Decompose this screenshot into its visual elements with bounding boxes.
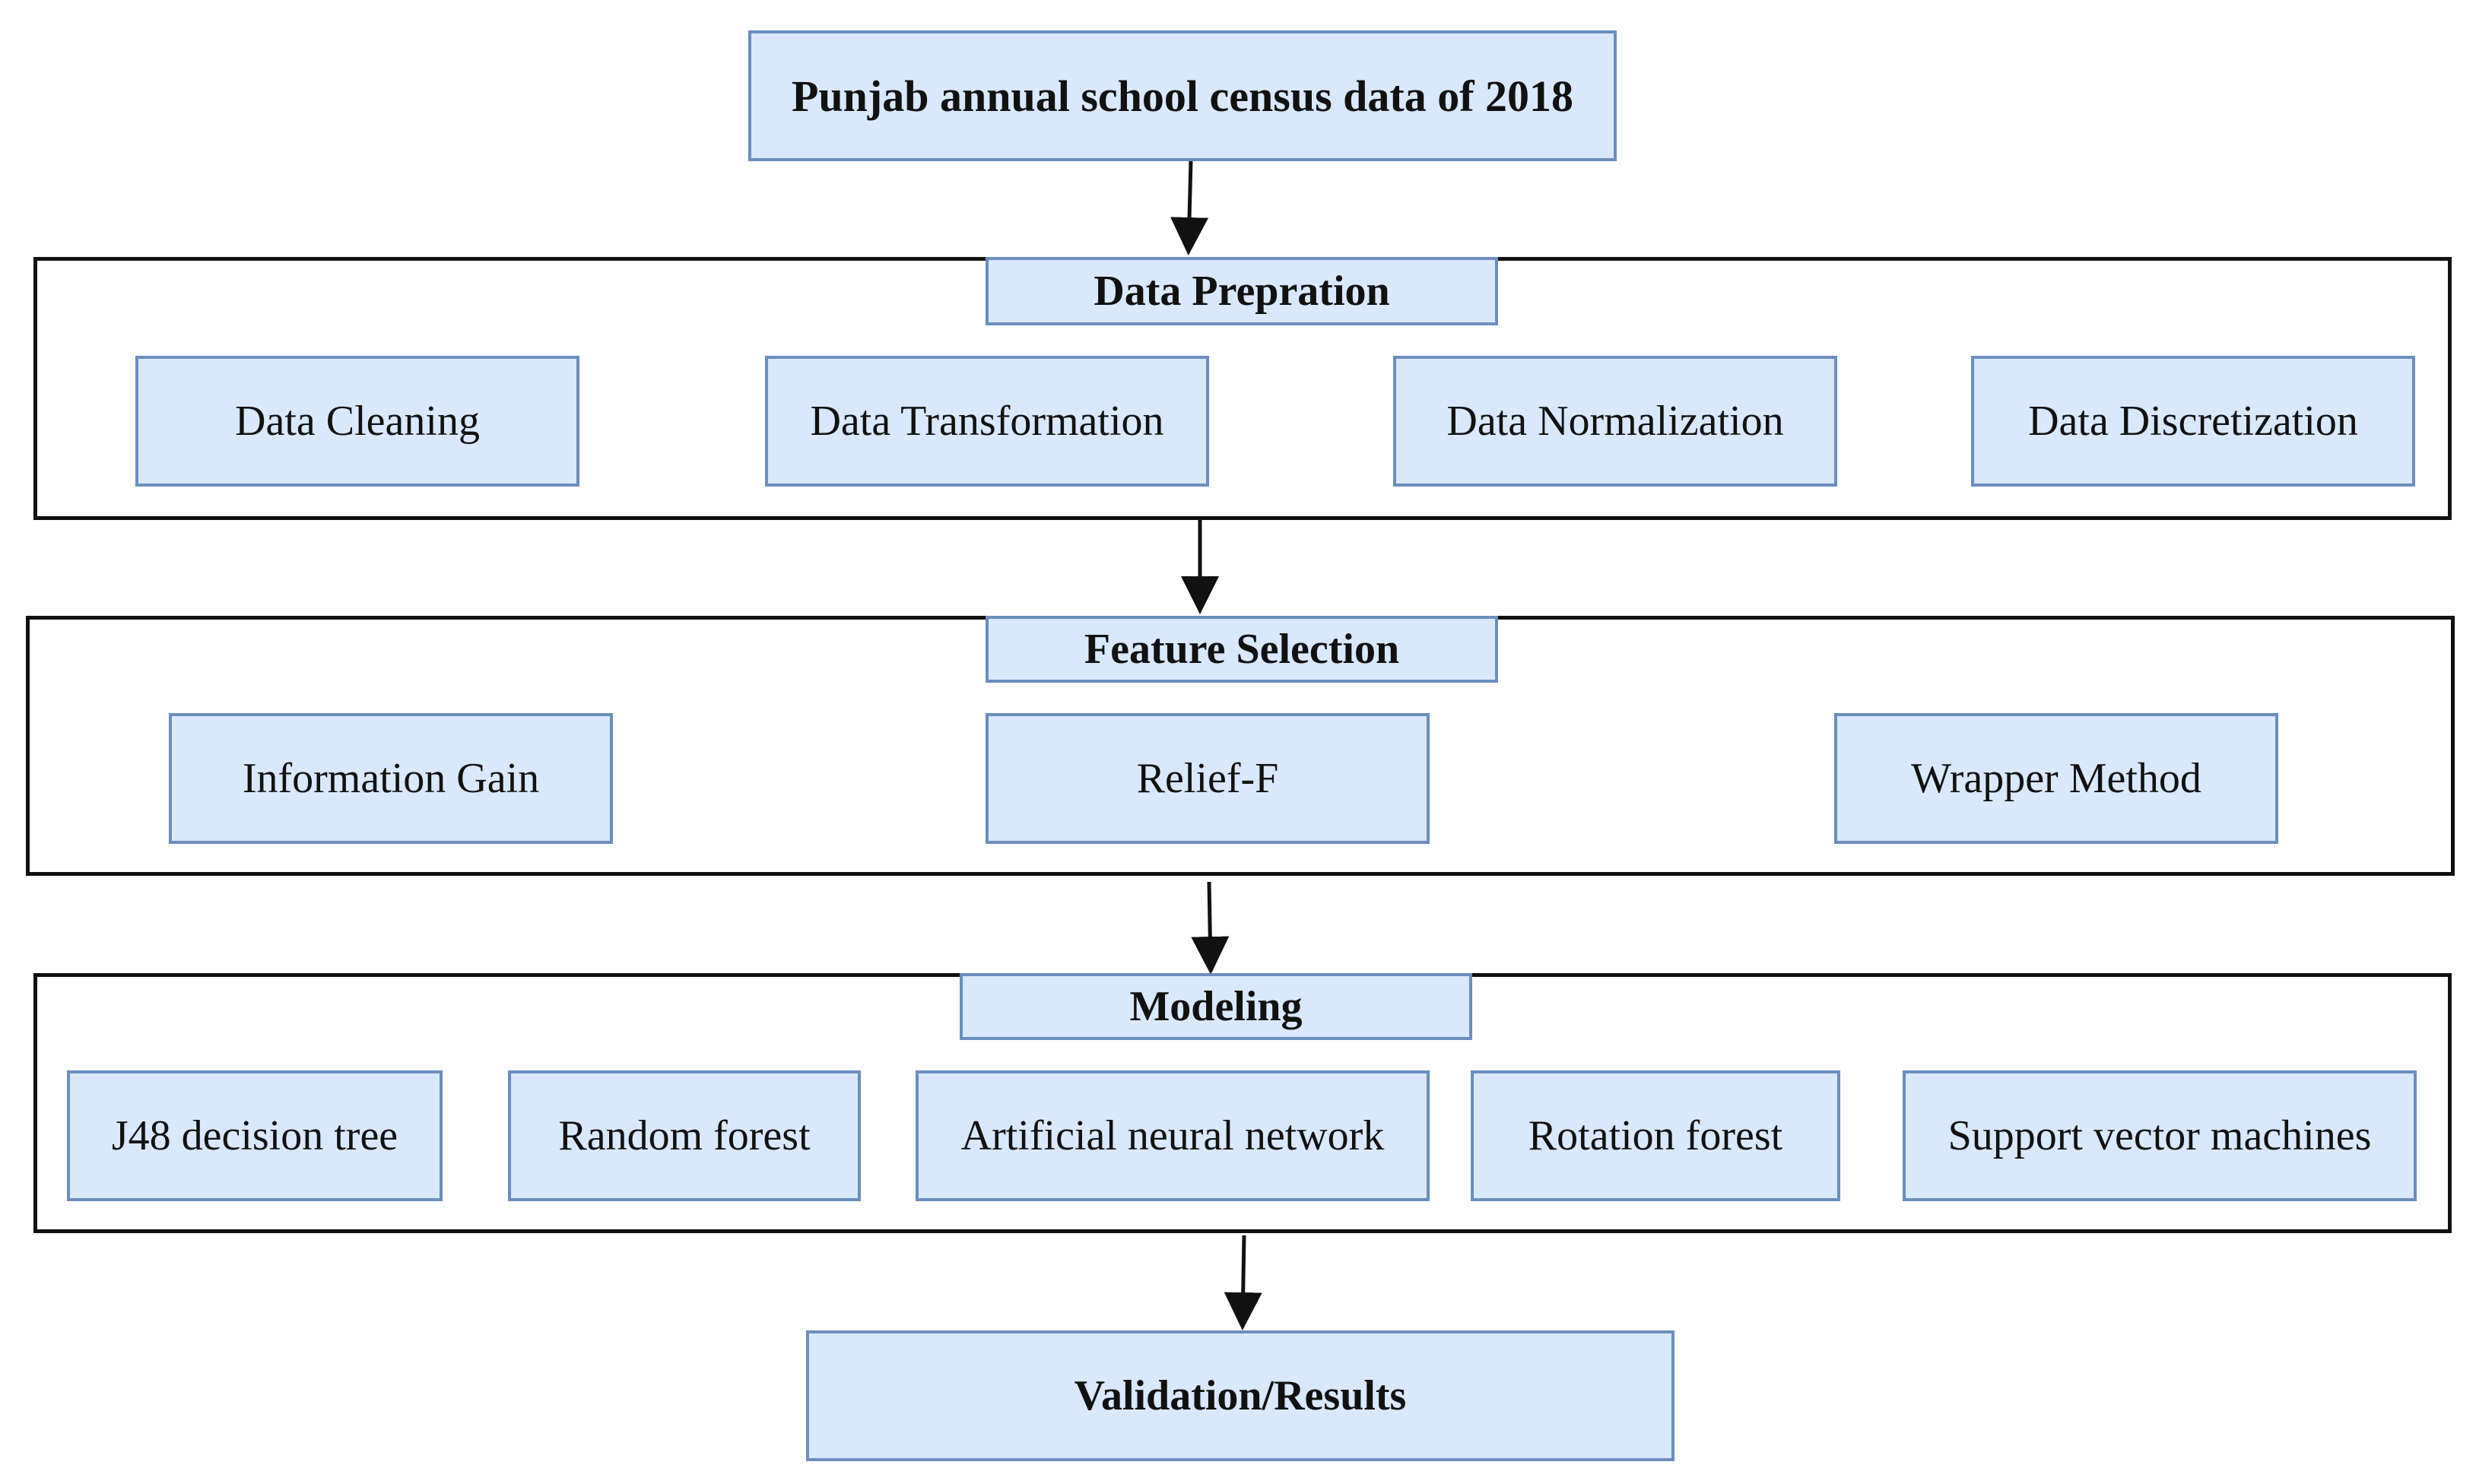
stage-title-feature-selection: Feature Selection [986,616,1498,683]
stage-title-data-preparation: Data Prepration [986,257,1498,325]
source-label: Punjab annual school census data of 2018 [791,71,1574,121]
j48-decision-tree-box: J48 decision tree [67,1070,443,1201]
data-cleaning-box: Data Cleaning [135,356,579,487]
information-gain-box: Information Gain [169,713,613,844]
relief-f-box: Relief-F [986,713,1430,844]
rotation-forest-box: Rotation forest [1471,1070,1840,1201]
validation-results-box [806,1330,1674,1461]
source-box [748,30,1617,161]
data-transformation-box: Data Transformation [765,356,1209,487]
arrow-source-to-preparation [1189,161,1191,248]
arrow-modeling-to-results [1243,1235,1244,1323]
validation-results-label: Validation/Results [1074,1372,1407,1419]
stage-title-modeling: Modeling [960,973,1472,1040]
artificial-neural-network-box: Artificial neural network [916,1070,1430,1201]
wrapper-method-box: Wrapper Method [1834,713,2278,844]
random-forest-box: Random forest [508,1070,861,1201]
data-normalization-box: Data Normalization [1393,356,1837,487]
data-discretization-box: Data Discretization [1971,356,2415,487]
arrow-selection-to-modeling [1209,882,1211,967]
support-vector-machines-box: Support vector machines [1903,1070,2417,1201]
